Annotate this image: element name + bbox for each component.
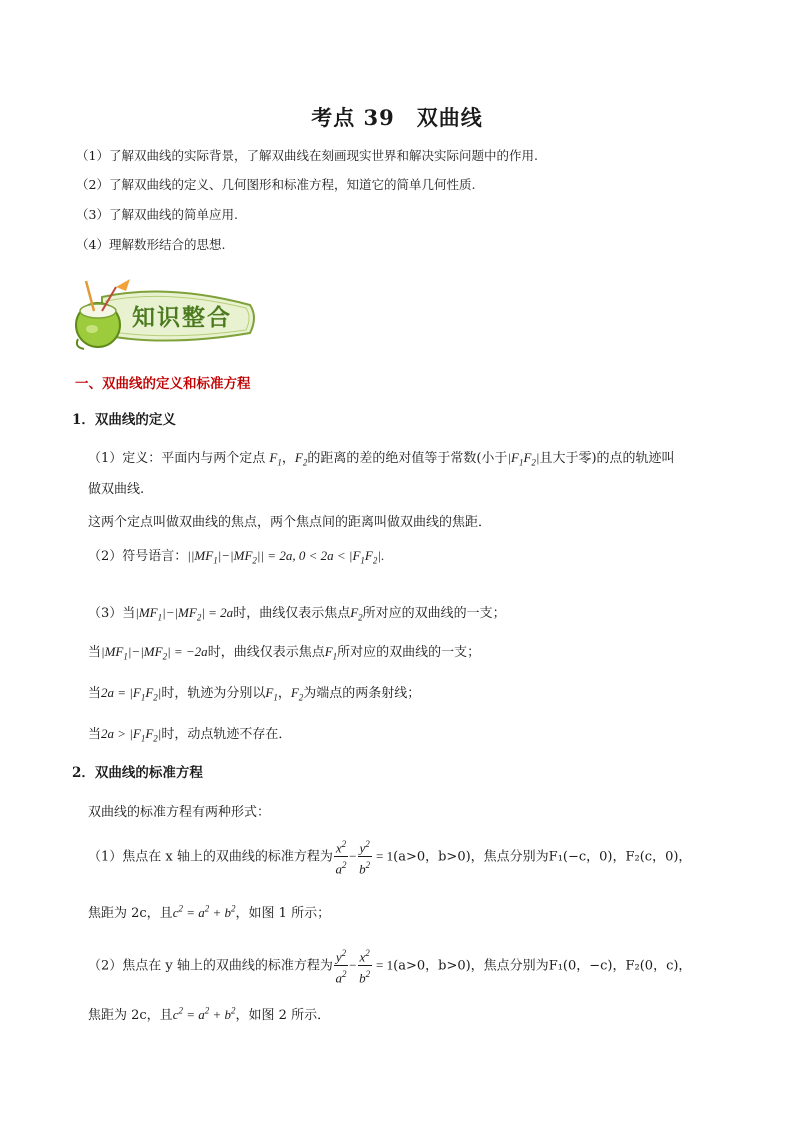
requirement-4: （4）理解数形结合的思想. [76, 237, 226, 252]
case5-formula: $2a = |F_1F_2|$ [101, 685, 162, 703]
symbol-language: （2）符号语言：$||MF_1|-|MF_2|| = 2a$, $0 < 2a < |F_1F_2|$. [88, 548, 385, 566]
symbol-label: （2）符号语言： [88, 549, 188, 564]
case5-focus2: $F_2$ [290, 685, 304, 703]
x-axis-focal-line [88, 902, 330, 921]
y-axis-foci: F₁(0，−c)，F₂(0，c)， [548, 958, 692, 974]
standard-intro: 双曲线的标准方程有两种形式： [88, 805, 271, 820]
definition-note: 这两个定点叫做双曲线的焦点，两个焦点间的距离叫做双曲线的焦距． [88, 515, 492, 530]
case3-end: 所对应的双曲线的一支； [362, 606, 506, 621]
x-focal-formula: $c^2 = a^2 + b^2$ [172, 903, 236, 920]
case6-formula: $2a > |F_1F_2|$ [101, 726, 162, 744]
f2-symbol: $F_2$ [294, 450, 308, 468]
case6-prefix: 当 [88, 727, 102, 742]
x-axis-condition: (a>0，b>0)，焦点分别为 [393, 849, 549, 865]
case-line-6 [88, 723, 291, 744]
case3-formula: $|MF_1|-|MF_2| = 2a$ [135, 605, 234, 623]
definition-mid: 的距离的差的绝对值等于常数(小于 [307, 451, 508, 466]
case5-text: 时，轨迹为分别以 [161, 686, 266, 701]
case6-text: 时，动点轨迹不存在． [161, 727, 292, 742]
requirement-3: （3）了解双曲线的简单应用. [76, 207, 238, 222]
definition-continuation: 做双曲线. [88, 482, 145, 497]
x-focal-label: 焦距为 2c，且 [88, 906, 173, 921]
y-fraction-y2a2: $\frac{y^2}{a^2}$ [334, 945, 348, 987]
case4-focus: $F_1$ [324, 644, 338, 662]
symbol-formula: $||MF_1|-|MF_2|| = 2a$, $0 < 2a < |F_1F_2|$ [187, 548, 381, 566]
x-fraction-y2b2: $\frac{y^2}{b^2}$ [358, 836, 372, 878]
requirement-2: （2）了解双曲线的定义、几何图形和标准方程，知道它的简单几何性质. [76, 177, 476, 192]
page-title: 考点 39 双曲线 [311, 105, 483, 130]
definition-label: （1）定义：平面内与两个定点 [88, 451, 266, 466]
banner-label: 知识整合 [132, 305, 232, 331]
section-1-title: 一、双曲线的定义和标准方程 [75, 376, 251, 392]
x-axis-foci: F₁(−c，0)，F₂(c，0)， [548, 849, 692, 865]
case4-formula: $|MF_1|-|MF_2| = -2a$ [101, 644, 208, 662]
y-axis-label: （2）焦点在 y 轴上的双曲线的标准方程为 [88, 958, 333, 974]
subsection-1-title: 1．双曲线的定义 [72, 412, 176, 428]
y-focal-label: 焦距为 2c，且 [88, 1008, 173, 1023]
y-fraction-x2b2: $\frac{x^2}{b^2}$ [358, 945, 372, 987]
y-axis-equation-line: （2）焦点在 y 轴上的双曲线的标准方程为 $\frac{y^2}{a^2}$ − $\frac{x^2}{b^2}$ = 1(a>0，b>0)，焦点分别为F₁(0，−c)，F₂(0，c)， [88, 945, 691, 987]
y-focal-formula: $c^2 = a^2 + b^2$ [172, 1005, 236, 1022]
subsection-2-title: 2．双曲线的标准方程 [72, 765, 203, 781]
case3-prefix: （3）当 [88, 606, 136, 621]
x-fraction-x2a2: $\frac{x^2}{a^2}$ [334, 836, 348, 878]
f1f2-abs: $|F_1F_2|$ [507, 450, 540, 468]
case4-end: 所对应的双曲线的一支； [337, 645, 481, 660]
case-line-3 [88, 602, 506, 623]
x-axis-label: （1）焦点在 x 轴上的双曲线的标准方程为 [88, 849, 333, 865]
case4-prefix: 当 [88, 645, 102, 660]
case3-text: 时，曲线仅表示焦点 [233, 606, 351, 621]
y-axis-condition: (a>0，b>0)，焦点分别为 [393, 958, 549, 974]
x-figure-ref: ，如图 1 所示； [235, 906, 331, 921]
case5-end: 为端点的两条射线； [303, 686, 421, 701]
y-figure-ref: ，如图 2 所示． [235, 1008, 331, 1023]
case5-foci: $F_1$ [265, 685, 278, 703]
case5-prefix: 当 [88, 686, 102, 701]
f1-symbol: $F_1$ [269, 450, 282, 468]
case-line-4 [88, 641, 480, 662]
knowledge-banner [72, 275, 258, 355]
requirement-1: （1）了解双曲线的实际背景，了解双曲线在刻画现实世界和解决实际问题中的作用. [76, 148, 538, 163]
definition-line: （1）定义：平面内与两个定点 $F_1$，$F_2$的距离的差的绝对值等于常数(小于$|F_1F_2|$且大于零)的点的轨迹叫 [88, 450, 675, 468]
case-line-5: 当$2a = |F_1F_2|$时，轨迹为分别以$F_1$，$F_2$为端点的两条射线； [88, 685, 421, 703]
x-axis-equation-line: （1）焦点在 x 轴上的双曲线的标准方程为 $\frac{x^2}{a^2}$ − $\frac{y^2}{b^2}$ = 1(a>0，b>0)，焦点分别为F₁(−c，0)，F₂(c，0)， [88, 836, 691, 878]
y-axis-focal-line [88, 1004, 330, 1023]
definition-tail: 且大于零)的点的轨迹叫 [539, 451, 675, 466]
case3-focus: $F_2$ [350, 605, 363, 623]
case4-text: 时，曲线仅表示焦点 [207, 645, 325, 660]
